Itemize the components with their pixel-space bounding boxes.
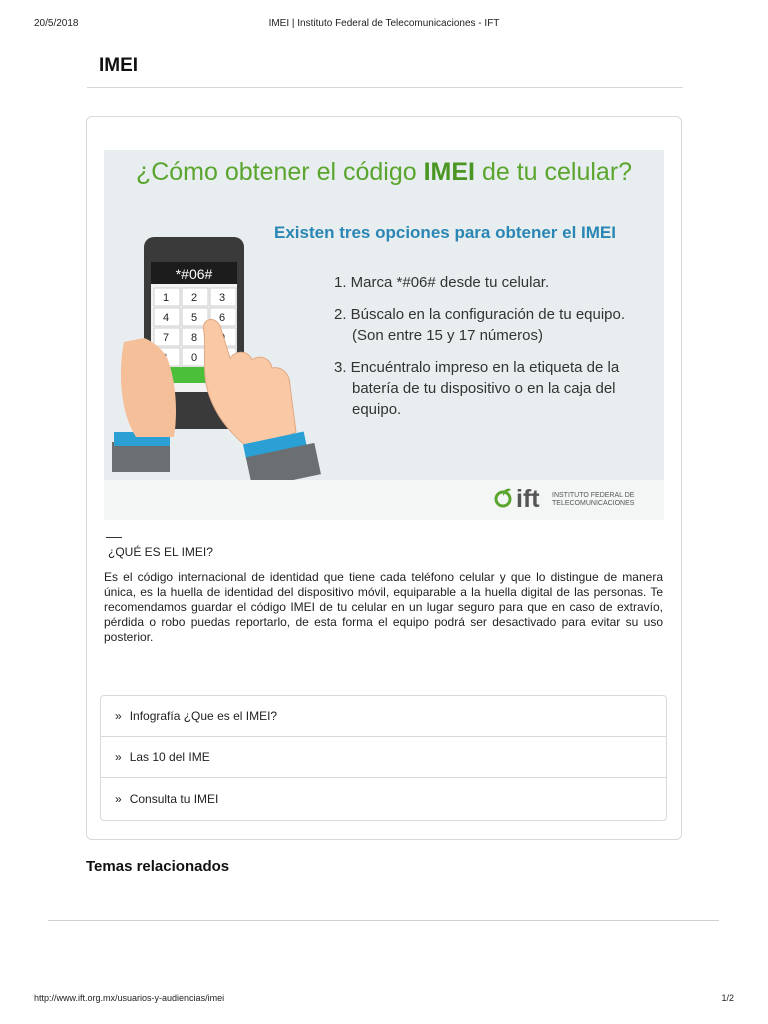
infographic-steps xyxy=(334,272,654,431)
related-topics-heading: Temas relacionados xyxy=(86,858,230,875)
article-body: Es el código internacional de identidad que tiene cada teléfono celular y que lo distingue de manera única, es la huella de identidad del dispositivo móvil, equiparable a la huella digital de las personas. Te recomendamos guardar el código IMEI de tu celular en un lugar seguro para que en caso de extravío, pérdida o robo puedas reportarlo, de esta forma el equipo podrá ser desactivado para evitar su uso posterior. xyxy=(104,570,663,644)
ift-logo-word: ift xyxy=(516,485,540,513)
link-las-10[interactable] xyxy=(101,737,666,778)
link-infografia[interactable] xyxy=(101,696,666,737)
ift-logo-org: INSTITUTO FEDERAL DE TELECOMUNICACIONES xyxy=(552,492,635,507)
page-title: IMEI xyxy=(99,55,139,76)
step-2: 2. Búscalo en la configuración de tu equipo. (Son entre 15 y 17 números) xyxy=(334,306,626,344)
print-title: IMEI | Instituto Federal de Telecomunicaciones - IFT xyxy=(268,18,500,29)
keypad-key-label: 7 xyxy=(163,332,170,344)
related-links-list xyxy=(100,695,667,821)
link-consulta[interactable] xyxy=(101,778,666,820)
link-label: Las 10 del IME xyxy=(129,750,210,764)
keypad-key-label: 1 xyxy=(163,292,170,304)
print-url: http://www.ift.org.mx/usuarios-y-audiencias/imei xyxy=(34,993,225,1003)
section-title: ¿QUÉ ES EL IMEI? xyxy=(108,545,213,559)
infographic-title: ¿Cómo obtener el código IMEI de tu celular? xyxy=(135,158,633,186)
infographic-subtitle: Existen tres opciones para obtener el IMEI xyxy=(274,223,616,242)
print-page-number: 1/2 xyxy=(721,993,734,1003)
heading-divider xyxy=(87,87,683,88)
footer-divider xyxy=(48,920,719,921)
keypad-key-label: 5 xyxy=(191,312,198,324)
ift-swirl-icon xyxy=(494,487,512,509)
phone-display-text: *#06# xyxy=(175,266,213,282)
step-3: 3. Encuéntralo impreso en la etiqueta de la batería de tu dispositivo o en la caja del equipo. xyxy=(334,359,620,418)
keypad-key-label: 0 xyxy=(191,352,198,364)
print-date: 20/5/2018 xyxy=(34,18,79,29)
double-chevron-right-icon: » xyxy=(115,709,122,723)
link-label: Consulta tu IMEI xyxy=(129,792,219,806)
phone-with-hands-illustration xyxy=(104,232,324,482)
step-1: 1. Marca *#06# desde tu celular. xyxy=(334,274,550,291)
double-chevron-right-icon: » xyxy=(115,750,122,764)
keypad-key-label: 6 xyxy=(219,312,226,324)
right-hand xyxy=(203,319,296,452)
ift-logo xyxy=(494,484,654,514)
imei-infographic xyxy=(104,150,664,520)
left-sleeve xyxy=(112,442,170,472)
keypad-key-label: 8 xyxy=(191,332,198,344)
keypad-key-label: 3 xyxy=(219,292,226,304)
link-label: Infografía ¿Que es el IMEI? xyxy=(129,709,278,723)
double-chevron-right-icon: » xyxy=(115,792,122,806)
keypad-key-label: 2 xyxy=(191,292,198,304)
keypad-key-label: 4 xyxy=(163,312,170,324)
section-accent-rule xyxy=(106,537,122,538)
